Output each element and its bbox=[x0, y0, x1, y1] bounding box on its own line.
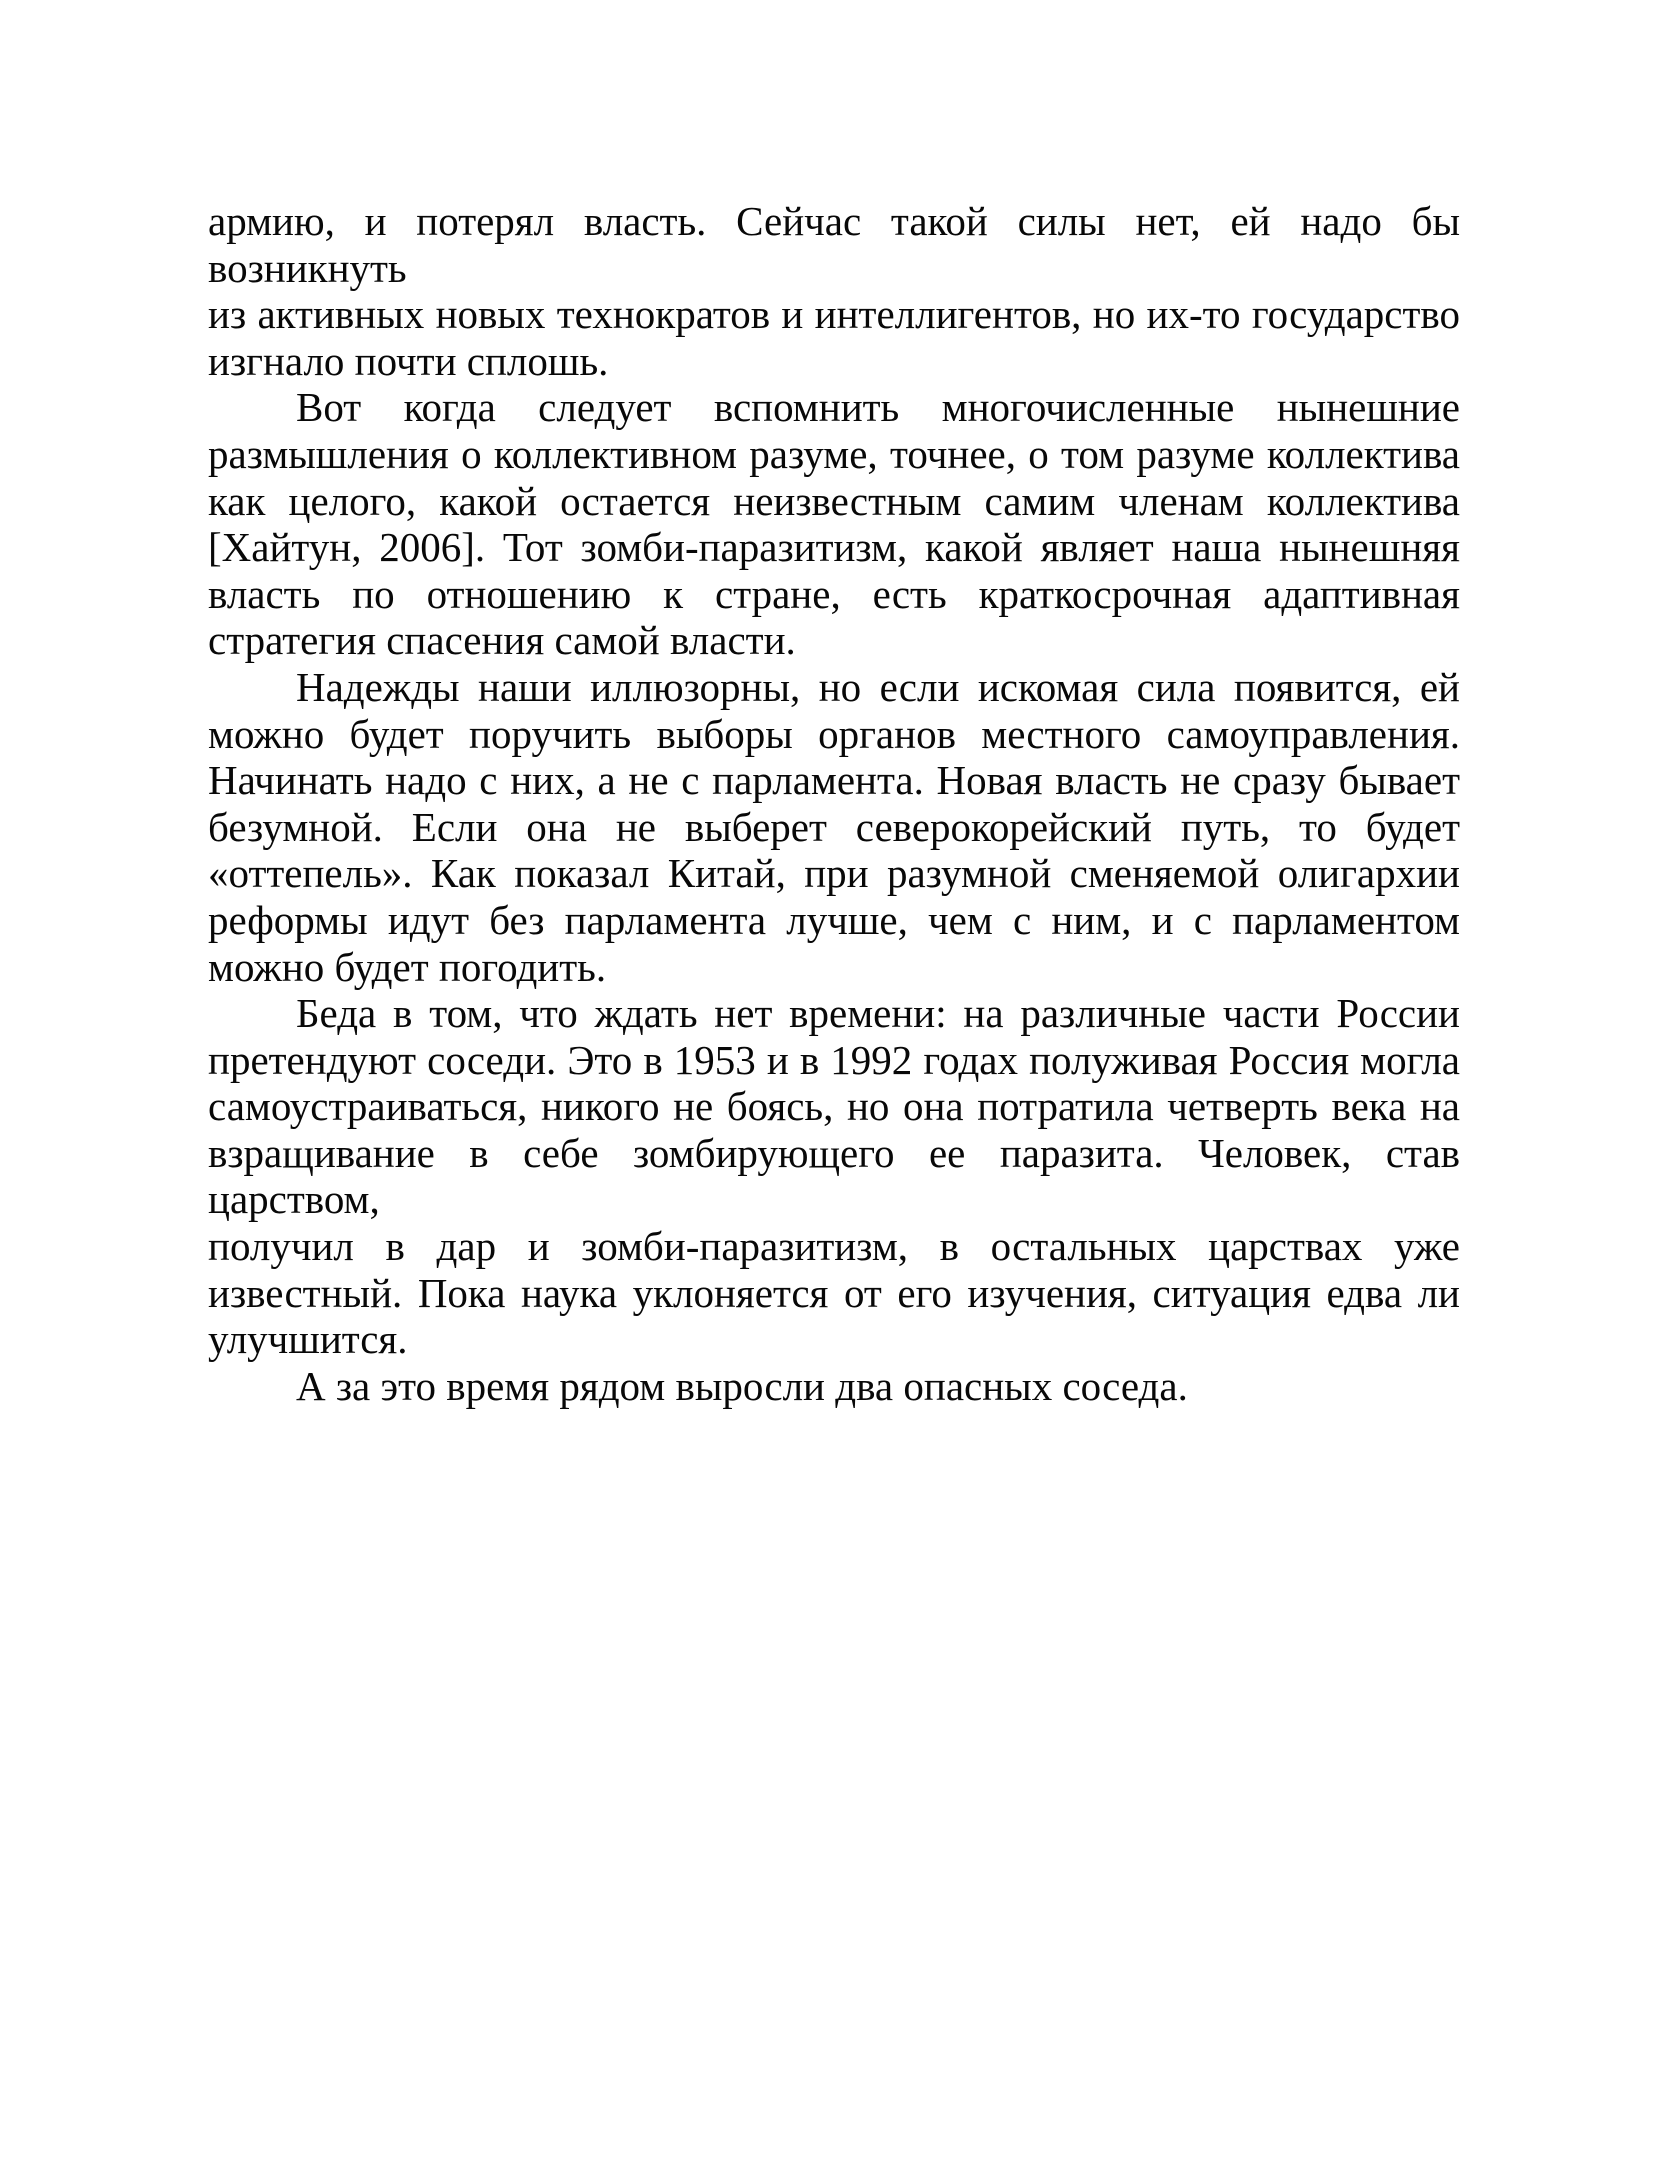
text-line: Надежды наши иллюзорны, но если искомая сила появится, ей bbox=[296, 663, 1460, 710]
text-line: взращивание в себе зомбирующего ее паразита. Человек, став царством, bbox=[208, 1129, 1460, 1223]
text-block bbox=[208, 198, 1460, 1409]
text-line: изгнало почти сплошь. bbox=[208, 337, 609, 384]
text-line: стратегия спасения самой власти. bbox=[208, 617, 796, 664]
text-line: армию, и потерял власть. Сейчас такой силы нет, ей надо бы возникнуть bbox=[208, 198, 1460, 291]
text-line: можно будет погодить. bbox=[208, 943, 607, 990]
paragraph-5 bbox=[208, 1363, 1460, 1410]
text-line: [Хайтун, 2006]. Тот зомби-паразитизм, какой являет наша нынешняя bbox=[208, 524, 1460, 571]
text-line: А за это время рядом выросли два опасных соседа. bbox=[296, 1362, 1188, 1409]
paragraph-1 bbox=[208, 198, 1460, 384]
text-line: власть по отношению к стране, есть краткосрочная адаптивная bbox=[208, 570, 1460, 617]
text-line: из активных новых технократов и интеллигентов, но их-то государство bbox=[208, 291, 1460, 338]
text-line: получил в дар и зомби-паразитизм, в остальных царствах уже bbox=[208, 1223, 1460, 1270]
text-line: известный. Пока наука уклоняется от его изучения, ситуация едва ли bbox=[208, 1269, 1460, 1316]
text-line: Вот когда следует вспомнить многочисленные нынешние bbox=[296, 384, 1460, 431]
text-line: как целого, какой остается неизвестным самим членам коллектива bbox=[208, 477, 1460, 524]
text-line: претендуют соседи. Это в 1953 и в 1992 годах полуживая Россия могла bbox=[208, 1036, 1460, 1083]
paragraph-2 bbox=[208, 384, 1460, 664]
text-line: улучшится. bbox=[208, 1316, 408, 1363]
text-line: Беда в том, что ждать нет времени: на различные части России bbox=[296, 990, 1460, 1037]
text-line: безумной. Если она не выберет северокорейский путь, то будет bbox=[208, 803, 1460, 850]
text-line: Начинать надо с них, а не с парламента. Новая власть не сразу бывает bbox=[208, 757, 1460, 804]
text-line: размышления о коллективном разуме, точнее, о том разуме коллектива bbox=[208, 430, 1460, 477]
text-line: «оттепель». Как показал Китай, при разумной сменяемой олигархии bbox=[208, 850, 1460, 897]
paragraph-4 bbox=[208, 990, 1460, 1363]
paragraph-3 bbox=[208, 664, 1460, 990]
text-line: самоустраиваться, никого не боясь, но она потратила четверть века на bbox=[208, 1083, 1460, 1130]
text-line: реформы идут без парламента лучше, чем с ним, и с парламентом bbox=[208, 896, 1460, 943]
text-line: можно будет поручить выборы органов местного самоуправления. bbox=[208, 710, 1460, 757]
